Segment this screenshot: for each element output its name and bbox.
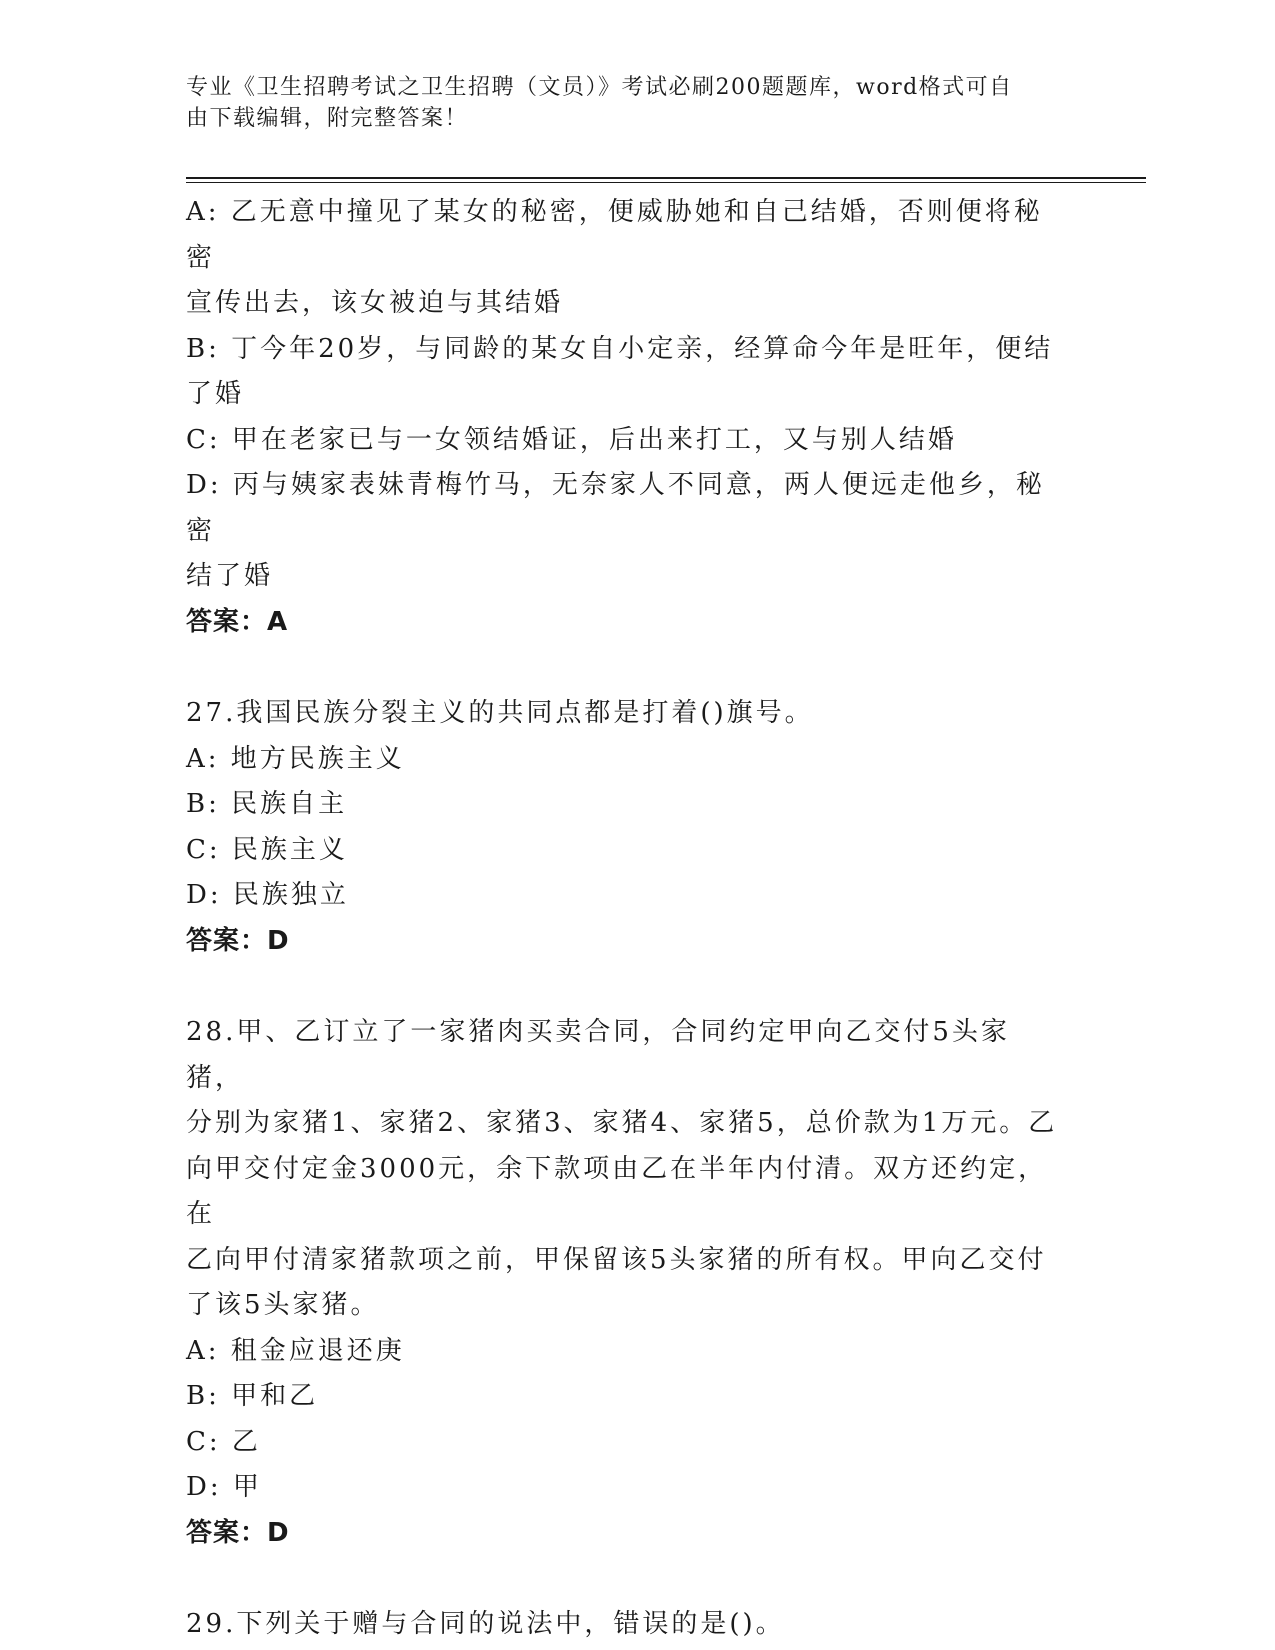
header-divider-thin xyxy=(186,182,1146,183)
question-28-block xyxy=(186,1010,1066,1556)
q27-option-b: B: 民族自主 xyxy=(186,789,348,819)
header-line-1: 专业《卫生招聘考试之卫生招聘（文员）》考试必刷200题题库，word格式可自 xyxy=(186,75,1013,100)
q26-option-d-cont: 结了婚 xyxy=(186,561,274,591)
q26-option-a-cont: 宣传出去，该女被迫与其结婚 xyxy=(186,288,564,318)
q28-option-b: B: 甲和乙 xyxy=(186,1381,319,1411)
q26-option-d: D: 丙与姨家表妹青梅竹马，无奈家人不同意，两人便远走他乡，秘密 xyxy=(186,470,1045,546)
q28-option-a: A: 租金应退还庚 xyxy=(186,1335,405,1366)
question-27-block xyxy=(186,691,1066,964)
q26-option-b: B: 丁今年20岁，与同龄的某女自小定亲，经算命今年是旺年，便结 xyxy=(186,333,1054,364)
q28-question-line-5: 了该5头家猪。 xyxy=(186,1290,380,1320)
q28-question-line-1: 28.甲、乙订立了一家猪肉买卖合同，合同约定甲向乙交付5头家猪， xyxy=(186,1017,1010,1093)
q28-question-line-3: 向甲交付定金3000元，余下款项由乙在半年内付清。双方还约定，在 xyxy=(186,1153,1048,1229)
q26-option-c: C: 甲在老家已与一女领结婚证，后出来打工，又与别人结婚 xyxy=(186,424,957,455)
q27-answer: 答案：D xyxy=(186,925,290,956)
q27-option-c: C: 民族主义 xyxy=(186,834,348,865)
q27-option-d: D: 民族独立 xyxy=(186,880,349,910)
q26-option-b-cont: 了婚 xyxy=(186,379,245,409)
document-body xyxy=(186,190,1066,1648)
q29-question: 29.下列关于赠与合同的说法中，错误的是()。 xyxy=(186,1609,785,1639)
question-29-block xyxy=(186,1602,1066,1648)
spacer xyxy=(186,964,1066,1010)
question-26-block xyxy=(186,190,1066,645)
header-line-2: 由下载编辑，附完整答案！ xyxy=(186,106,469,131)
spacer xyxy=(186,645,1066,691)
document-header xyxy=(186,72,1066,134)
q28-option-c: C: 乙 xyxy=(186,1426,261,1457)
q28-answer: 答案：D xyxy=(186,1517,290,1548)
q28-option-d: D: 甲 xyxy=(186,1472,262,1502)
header-divider-thick xyxy=(186,177,1146,179)
q27-question: 27.我国民族分裂主义的共同点都是打着()旗号。 xyxy=(186,698,814,728)
q26-option-a: A: 乙无意中撞见了某女的秘密，便威胁她和自己结婚，否则便将秘密 xyxy=(186,197,1043,273)
q27-option-a: A: 地方民族主义 xyxy=(186,743,405,774)
q28-question-line-4: 乙向甲付清家猪款项之前，甲保留该5头家猪的所有权。甲向乙交付 xyxy=(186,1244,1047,1275)
spacer xyxy=(186,1556,1066,1602)
q28-question-line-2: 分别为家猪1、家猪2、家猪3、家猪4、家猪5，总价款为1万元。乙 xyxy=(186,1108,1058,1138)
q26-answer: 答案：A xyxy=(186,606,289,637)
